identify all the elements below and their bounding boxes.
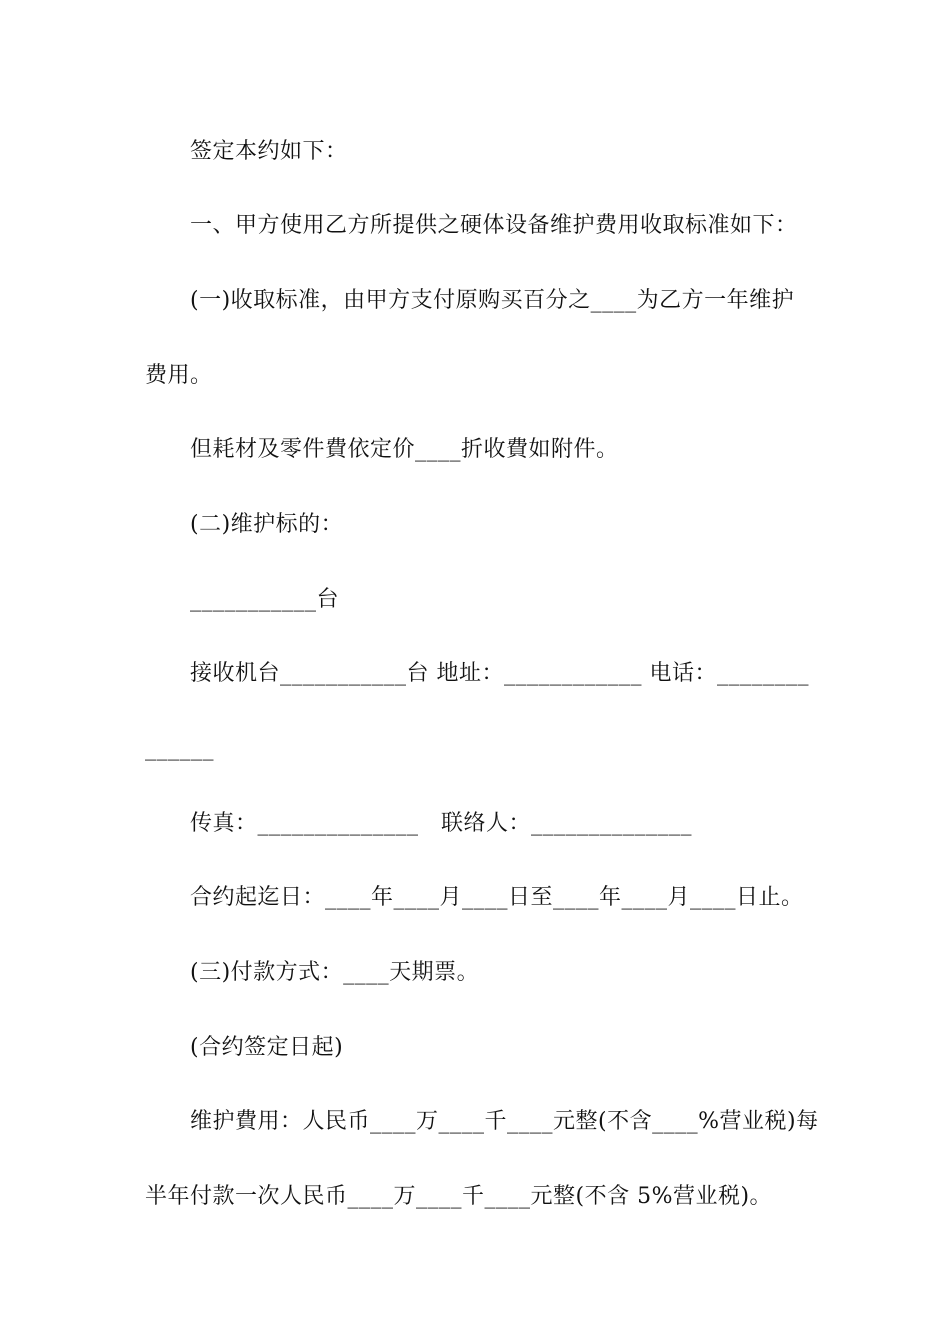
fee-line-2: 半年付款一次人民币____万____千____元整(不含 5%营业税)。 <box>145 1184 773 1209</box>
section-one-heading: 一、甲方使用乙方所提供之硬体设备维护费用收取标准如下： <box>190 213 798 238</box>
contract-date-note: (合约签定日起) <box>190 1035 344 1060</box>
receiver-line-1: 接收机台___________台 地址：____________ 电话：________ <box>190 661 809 686</box>
paragraph-intro: 签定本约如下： <box>190 139 348 164</box>
clause-2-heading: (二)维护标的： <box>190 512 344 537</box>
fax-contact-line: 传真：______________ 联络人：______________ <box>190 811 692 836</box>
clause-3-heading: (三)付款方式：____天期票。 <box>190 960 480 985</box>
clause-1-line-2: 费用。 <box>145 363 213 388</box>
fee-line-1: 维护費用：人民币____万____千____元整(不含____%营业税)每 <box>190 1109 819 1134</box>
consumables-clause: 但耗材及零件費依定价____折收費如附件。 <box>190 437 619 462</box>
clause-1-line-1: (一)收取标准，由甲方支付原购买百分之____为乙方一年维护 <box>190 288 795 313</box>
units-blank-line: ___________台 <box>190 587 340 612</box>
receiver-line-2: ______ <box>145 736 214 761</box>
contract-period-line: 合约起迄日：____年____月____日至____年____月____日止。 <box>190 885 804 910</box>
